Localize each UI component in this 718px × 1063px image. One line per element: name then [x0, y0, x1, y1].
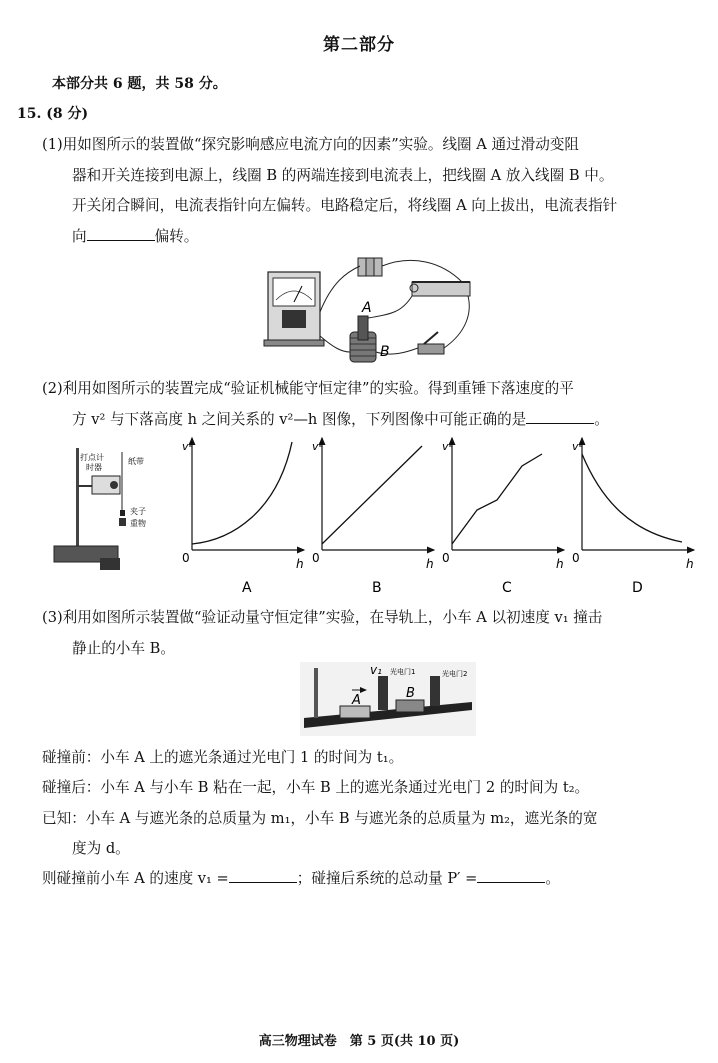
p2-line2-post: 。	[594, 411, 609, 428]
x-axis-label: h	[426, 557, 434, 571]
graph-options	[170, 432, 700, 602]
question-number: 15. (8 分)	[17, 106, 89, 122]
clamp-icon	[120, 510, 125, 516]
graph-curve	[582, 454, 682, 542]
weight-icon	[119, 518, 126, 526]
cart-b-label: B	[406, 686, 415, 701]
graph-option-b	[312, 438, 434, 596]
origin-label: 0	[572, 551, 580, 565]
page-footer: 高三物理试卷 第 5 页(共 10 页)	[258, 1034, 460, 1049]
collision-apparatus-figure	[300, 662, 476, 736]
p1-line4-pre: 向	[72, 228, 87, 245]
answer-blank-3[interactable]	[229, 870, 297, 883]
graph-curve	[192, 442, 292, 544]
page-title: 第二部分	[323, 35, 395, 55]
coil-b-label: B	[380, 344, 390, 360]
p3-ask-post: 。	[545, 870, 560, 887]
answer-blank-2[interactable]	[526, 411, 594, 424]
free-fall-apparatus-figure	[50, 442, 180, 582]
x-axis-label: h	[686, 557, 694, 571]
stand-pole-icon	[76, 448, 79, 548]
label-timer-1: 打点计	[80, 453, 104, 462]
label-timer-2: 时器	[86, 463, 102, 472]
switch-icon	[418, 344, 444, 354]
rheostat-icon	[412, 282, 470, 296]
graph-curve	[452, 454, 542, 544]
v1-label: v₁	[370, 663, 382, 677]
p1-line2: 器和开关连接到电源上，线圈 B 的两端连接到电流表上，把线圈 A 放入线圈 B 中。	[72, 167, 614, 184]
x-axis-label: h	[556, 557, 564, 571]
graph-curve	[322, 446, 422, 544]
label-clamp: 夹子	[130, 507, 146, 516]
option-label[interactable]: C	[502, 580, 512, 596]
p3-line2: 静止的小车 B。	[72, 640, 175, 657]
p3-known-1: 已知：小车 A 与遮光条的总质量为 m₁，小车 B 与遮光条的总质量为 m₂，遮光条的宽	[42, 810, 598, 827]
p1-line1: (1)用如图所示的装置做“探究影响感应电流方向的因素”实验。线圈 A 通过滑动变阻	[42, 136, 580, 153]
p3-known-2: 度为 d。	[72, 840, 130, 857]
graph-option-d	[572, 438, 694, 596]
option-label[interactable]: D	[632, 580, 643, 596]
answer-blank-1[interactable]	[87, 228, 155, 241]
p1-line4	[72, 225, 198, 246]
p3-ask-pre: 则碰撞前小车 A 的速度 v₁ =	[42, 870, 229, 887]
p2-line1: (2)利用如图所示的装置完成“验证机械能守恒定律”的实验。得到重锤下落速度的平	[42, 380, 574, 397]
label-tape: 纸带	[128, 457, 144, 466]
induction-apparatus-figure	[262, 252, 474, 370]
y-axis-label: v²	[572, 440, 583, 453]
coil-a-label: A	[362, 300, 372, 316]
y-axis-label: v²	[442, 440, 453, 453]
origin-label: 0	[312, 551, 320, 565]
p3-after: 碰撞后：小车 A 与小车 B 粘在一起，小车 B 上的遮光条通过光电门 2 的时间为 t₂。	[42, 779, 590, 796]
answer-blank-4[interactable]	[477, 870, 545, 883]
p3-ask	[42, 867, 560, 888]
p1-line3: 开关闭合瞬间，电流表指针向左偏转。电路稳定后，将线圈 A 向上拔出，电流表指针	[72, 197, 618, 214]
y-axis-label: v²	[312, 440, 323, 453]
cart-a-label: A	[352, 693, 361, 708]
graph-option-c	[442, 438, 564, 596]
origin-label: 0	[442, 551, 450, 565]
p3-line1: (3)利用如图所示装置做“验证动量守恒定律”实验，在导轨上，小车 A 以初速度 v₁ 撞击	[42, 609, 603, 626]
option-label[interactable]: B	[372, 580, 382, 596]
cart-b-icon	[396, 700, 424, 712]
section-intro: 本部分共 6 题，共 58 分。	[52, 76, 227, 92]
p3-before: 碰撞前：小车 A 上的遮光条通过光电门 1 的时间为 t₁。	[42, 749, 404, 766]
p1-line4-post: 偏转。	[154, 228, 199, 245]
p2-line2-pre: 方 v² 与下落高度 h 之间关系的 v²—h 图像，下列图像中可能正确的是	[72, 411, 527, 428]
x-axis-label: h	[296, 557, 304, 571]
battery-icon	[358, 258, 366, 276]
photogate-2-icon	[430, 676, 440, 706]
label-weight: 重物	[130, 519, 146, 528]
y-axis-label: v²	[182, 440, 193, 453]
p3-ask-mid: ；碰撞后系统的总动量 P′ =	[296, 870, 478, 887]
p2-line2	[72, 408, 609, 429]
photogate-1-icon	[378, 676, 388, 710]
gate2-label: 光电门2	[442, 670, 468, 678]
option-label[interactable]: A	[242, 580, 252, 596]
coil-a-icon	[358, 316, 368, 340]
origin-label: 0	[182, 551, 190, 565]
graph-option-a	[182, 438, 304, 596]
gate1-label: 光电门1	[390, 668, 416, 676]
